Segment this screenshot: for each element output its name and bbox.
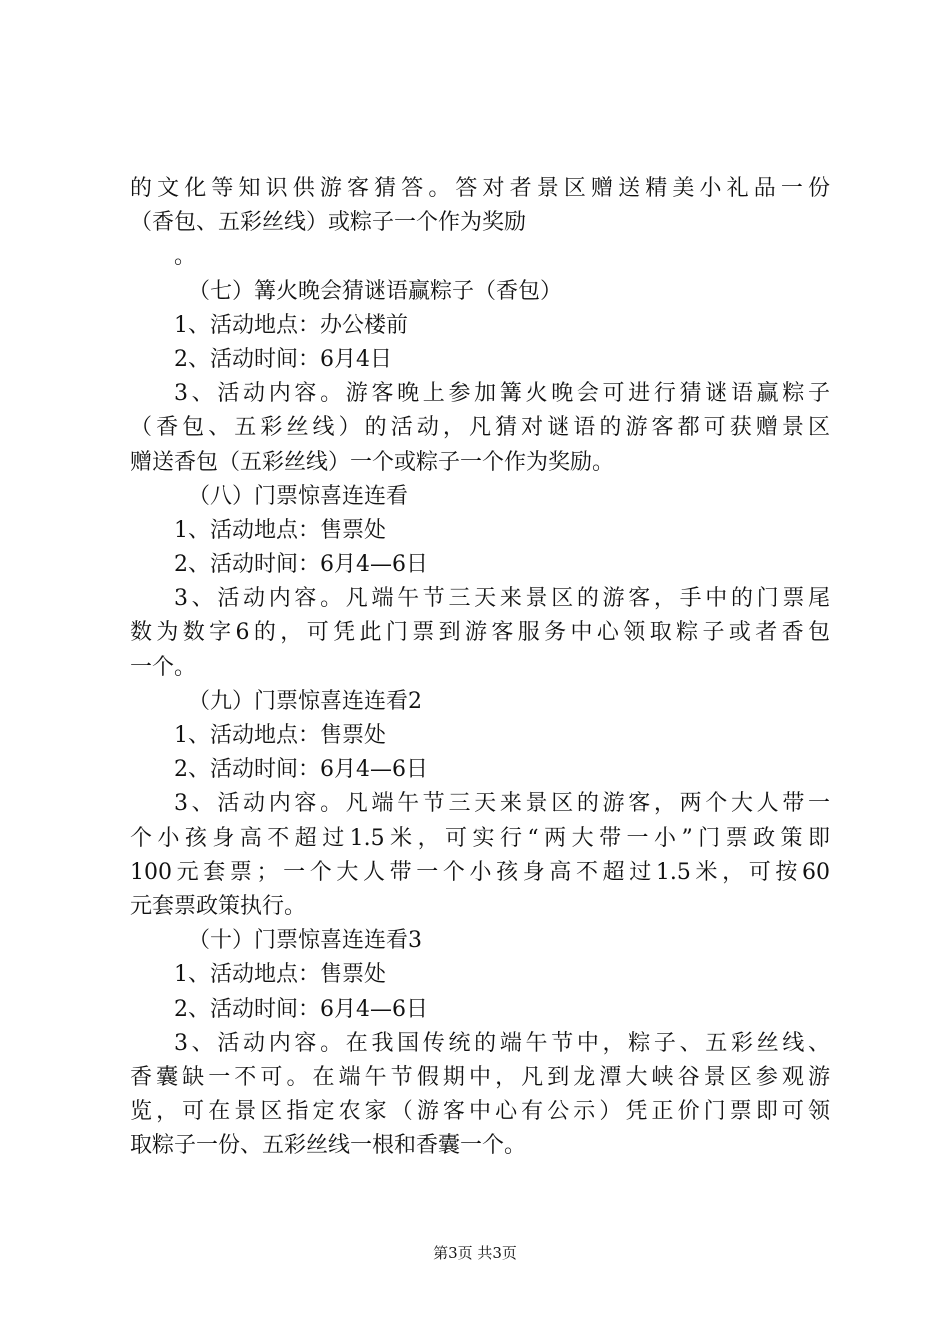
paragraph-line: 元套票政策执行。 xyxy=(130,893,307,919)
paragraph-line: 。 xyxy=(174,244,197,270)
list-item: 2、活动时间：6月4—6日 xyxy=(174,996,428,1022)
paragraph-line: 个小孩身高不超过1.5米，可实行“两大带一小”门票政策即 xyxy=(130,825,830,851)
list-item: 3、活动内容。游客晚上参加篝火晚会可进行猜谜语赢粽子 xyxy=(174,381,830,407)
section-heading: （七）篝火晚会猜谜语赢粽子（香包） xyxy=(188,278,563,304)
list-item: 2、活动时间：6月4—6日 xyxy=(174,757,428,783)
list-item: 1、活动地点：售票处 xyxy=(174,723,386,748)
paragraph-line: 赠送香包（五彩丝线）一个或粽子一个作为奖励。 xyxy=(130,449,615,475)
section-heading: （十）门票惊喜连连看3 xyxy=(188,928,422,954)
page-footer xyxy=(0,1243,950,1263)
paragraph-line: 览，可在景区指定农家（游客中心有公示）凭正价门票即可领 xyxy=(130,1099,830,1125)
page-number-label: 第3页 共3页 xyxy=(433,1244,517,1262)
paragraph-line: 取粽子一份、五彩丝线一根和香囊一个。 xyxy=(130,1133,527,1159)
list-item: 3、活动内容。凡端午节三天来景区的游客，手中的门票尾 xyxy=(174,586,830,612)
paragraph-line: 一个。 xyxy=(130,654,197,680)
list-item: 1、活动地点：售票处 xyxy=(174,962,386,988)
paragraph-line: 的文化等知识供游客猜答。答对者景区赠送精美小礼品一份 xyxy=(130,176,830,201)
paragraph-line: 100元套票；一个大人带一个小孩身高不超过1.5米，可按60 xyxy=(130,859,830,885)
list-item: 3、活动内容。在我国传统的端午节中，粽子、五彩丝线、 xyxy=(174,1030,830,1056)
list-item: 3、活动内容。凡端午节三天来景区的游客，两个大人带一 xyxy=(174,791,830,817)
document-body xyxy=(130,172,830,1163)
list-item: 1、活动地点：售票处 xyxy=(174,517,386,543)
paragraph-line: （香包、五彩丝线）的活动，凡猜对谜语的游客都可获赠景区 xyxy=(130,415,830,441)
section-heading: （九）门票惊喜连连看2 xyxy=(188,688,422,714)
paragraph-line: （香包、五彩丝线）或粽子一个作为奖励 xyxy=(130,210,527,236)
list-item: 1、活动地点：办公楼前 xyxy=(174,312,408,338)
paragraph-line: 香囊缺一不可。在端午节假期中，凡到龙潭大峡谷景区参观游 xyxy=(130,1064,830,1090)
paragraph-line: 数为数字6的，可凭此门票到游客服务中心领取粽子或者香包 xyxy=(130,620,830,646)
list-item: 2、活动时间：6月4日 xyxy=(174,346,392,372)
list-item: 2、活动时间：6月4—6日 xyxy=(174,552,428,578)
section-heading: （八）门票惊喜连连看 xyxy=(188,483,409,509)
